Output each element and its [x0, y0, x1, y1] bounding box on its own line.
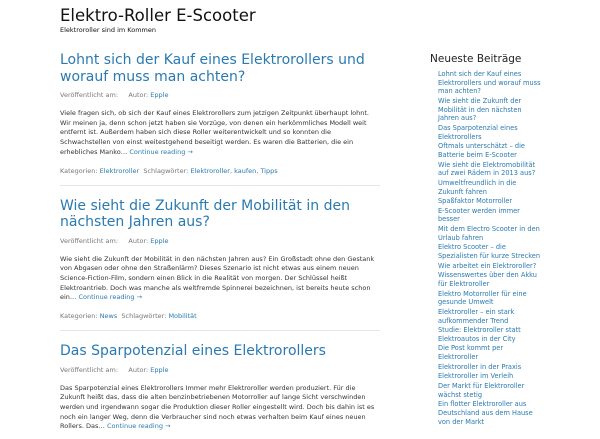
- categories-label: Kategorien:: [60, 166, 98, 175]
- post-meta: [60, 366, 380, 375]
- site-title[interactable]: Elektro-Roller E-Scooter: [60, 6, 256, 25]
- sidebar: [430, 53, 542, 427]
- main-content: [60, 52, 380, 439]
- post-title-link[interactable]: Das Sparpotenzial eines Elektrorollers: [60, 343, 326, 360]
- recent-post-item: [430, 271, 542, 288]
- post-title[interactable]: [60, 52, 380, 85]
- post-footer-meta: [60, 312, 380, 321]
- recent-post-item: [430, 363, 542, 372]
- published-label: Veröffentlicht am:: [60, 236, 119, 245]
- recent-post-link[interactable]: Das Sparpotenzial eines Elektrorollers: [438, 124, 518, 141]
- tag-link[interactable]: Elektroroller: [190, 166, 230, 175]
- published-label: Veröffentlicht am:: [60, 365, 119, 374]
- recent-post-link[interactable]: Lohnt sich der Kauf eines Elektrorollers und worauf muss man achten?: [438, 70, 541, 96]
- author-label: Autor:: [128, 91, 149, 99]
- tags-label: Schlagwörter:: [121, 312, 167, 321]
- post-meta: [60, 237, 380, 246]
- recent-post-item: [430, 225, 542, 242]
- site-header: [60, 6, 256, 34]
- recent-post-link[interactable]: Studie: Elektroroller statt Elektroautos in der City: [438, 326, 521, 343]
- author-label: Autor:: [128, 365, 149, 374]
- recent-post-link[interactable]: Wie sieht die Zukunft der Mobilität in den nächsten Jahren aus?: [438, 97, 522, 123]
- post-title[interactable]: [60, 343, 380, 360]
- recent-post-link[interactable]: Wie sieht die Elektromobilität auf zwei Rädern in 2013 aus?: [438, 160, 536, 178]
- recent-post-item: [430, 161, 542, 178]
- recent-post-item: [430, 262, 542, 271]
- post-title-link[interactable]: Wie sieht die Zukunft der Mobilität in den nächsten Jahren aus?: [60, 197, 350, 231]
- recent-post-item: [430, 179, 542, 196]
- recent-post-item: [430, 308, 542, 325]
- recent-post-item: [430, 142, 542, 159]
- continue-reading-link[interactable]: Continue reading →: [106, 422, 171, 431]
- recent-post-link[interactable]: E-Scooter werden immer besser: [438, 206, 520, 224]
- post-2: [60, 198, 380, 332]
- recent-post-item: [430, 70, 542, 96]
- author-link[interactable]: Epple: [150, 365, 169, 374]
- recent-post-link[interactable]: Elektroroller im Verleih: [438, 372, 514, 381]
- tags-label: Schlagwörter:: [143, 166, 189, 175]
- recent-post-link[interactable]: Oftmals unterschätzt – die Batterie beim E-Scooter: [438, 142, 525, 159]
- post-3: [60, 343, 380, 432]
- recent-post-link[interactable]: Spaßfaktor Motorroller: [438, 197, 513, 206]
- recent-post-link[interactable]: Ein flotter Elektroroller aus Deutschland aus dem Hause von der Markt: [438, 400, 533, 426]
- post-footer-meta: Kategorien: Elektroroller Schlagwörter: Elektroroller, kaufen, Tipps: [60, 166, 278, 175]
- post-divider: [60, 185, 380, 186]
- post-divider: [60, 330, 380, 331]
- author-label: Autor:: [128, 236, 149, 245]
- recent-post-item: [430, 207, 542, 224]
- post-meta: [60, 91, 380, 100]
- author-link[interactable]: Epple: [150, 91, 169, 99]
- recent-post-link[interactable]: Mit dem Electro Scooter in den Urlaub fahren: [438, 225, 540, 242]
- post-excerpt: [60, 109, 380, 158]
- continue-reading-link[interactable]: Continue reading →: [129, 147, 193, 156]
- author-link[interactable]: Epple: [150, 236, 169, 245]
- recent-post-link[interactable]: Wissenswertes über den Akku für Elektroroller: [438, 271, 537, 288]
- excerpt-text: Wie sieht die Zukunft der Mobilität in den nächsten Jahren aus? Ein Großstadt ohne den Gestank von Abgasen oder ohne den Straßenlärm? Dieses Szenario ist nicht etwas aus einem neuen Science-Fiction-Film, sondern einen Blick in die Realität von morgen. Der Schlüssel heißt Elektroantrieb. Doch was manche als weltfremde Spinnerei bezeichnen, ist bereits heute schon ein…: [60, 254, 375, 302]
- excerpt-text: Das Sparpotenzial eines Elektrorollers Immer mehr Elektroroller werden produziert. Für die Zukunft heißt das, dass die alten benzinbetriebenen Motorroller auf lange Sicht verschwinden werden und irgendwann sogar die Produktion dieser Roller eingestellt wird. Doch bis dahin ist es noch ein langer Weg, denn die Verbraucher sind noch etwas verhalten beim Kauf eines neuen Rollers. Das…: [60, 383, 375, 431]
- category-link[interactable]: News: [99, 312, 118, 321]
- recent-post-link[interactable]: Elektroroller in der Praxis: [438, 362, 522, 371]
- recent-posts-list: [430, 70, 542, 426]
- tag-link[interactable]: Tipps: [260, 166, 278, 175]
- recent-post-link[interactable]: Elektro Scooter – die Spezialisten für kurze Strecken: [438, 243, 541, 261]
- recent-post-link[interactable]: Wie arbeitet ein Elektroroller?: [438, 261, 537, 270]
- tag-link[interactable]: Mobilität: [168, 312, 197, 321]
- recent-post-item: [430, 382, 542, 399]
- post-title-link[interactable]: Lohnt sich der Kauf eines Elektrorollers und worauf muss man achten?: [60, 52, 365, 85]
- post-excerpt: [60, 384, 380, 433]
- recent-post-link[interactable]: Elektro Motorroller für eine gesunde Umwelt: [438, 289, 527, 307]
- tag-link[interactable]: kaufen: [234, 166, 257, 175]
- recent-post-item: [430, 243, 542, 260]
- recent-post-item: [430, 97, 542, 123]
- recent-post-link[interactable]: Elektroroller – ein stark aufkommender Trend: [438, 307, 515, 325]
- recent-post-item: [430, 290, 542, 307]
- recent-post-item: [430, 372, 542, 381]
- recent-post-link[interactable]: Die Post kommt per Elektroroller: [438, 344, 504, 362]
- recent-post-item: [430, 124, 542, 141]
- recent-post-item: [430, 400, 542, 426]
- recent-post-link[interactable]: Der Markt für Elektroroller wächst stetig: [438, 381, 525, 399]
- post-excerpt: [60, 255, 380, 304]
- continue-reading-link[interactable]: Continue reading →: [78, 293, 143, 302]
- recent-post-item: [430, 344, 542, 361]
- category-link[interactable]: Elektroroller: [99, 166, 140, 175]
- post-1: [60, 52, 380, 186]
- published-label: Veröffentlicht am:: [60, 91, 119, 99]
- recent-post-item: [430, 326, 542, 343]
- post-title[interactable]: [60, 198, 380, 231]
- categories-label: Kategorien:: [60, 312, 98, 321]
- site-tagline: Elektroroller sind im Kommen: [60, 26, 156, 34]
- recent-post-item: [430, 197, 542, 206]
- recent-post-link[interactable]: Umweltfreundlich in die Zukunft fahren: [438, 178, 517, 196]
- excerpt-text: Viele fragen sich, ob sich der Kauf eines Elektrorollers zum jetzigen Zeitpunkt überhaupt lohnt. Wir meinen ja, denn schon jetzt haben sie Vorzüge, von denen ein herkömmliches Modell weit entfernt ist. Außerdem haben sich diese Roller weiterentwickelt und so konnten die Schwachstellen von einst weitestgehend beseitigt werden. Es waren die Batterien, die ein erhebliches Manko…: [60, 109, 369, 156]
- recent-posts-title: Neueste Beiträge: [430, 53, 522, 65]
